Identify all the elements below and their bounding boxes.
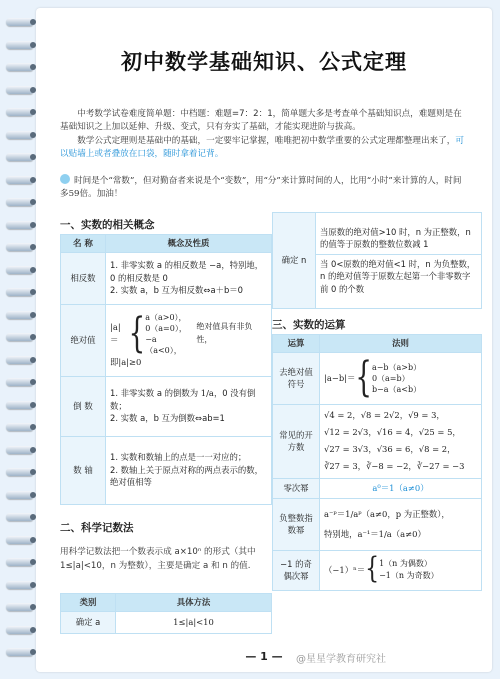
section-2-title: 二、科学记数法 bbox=[60, 522, 134, 534]
col-op-header: 运算 bbox=[273, 335, 320, 353]
row-name: 绝对值 bbox=[61, 304, 106, 376]
page-number: — 1 — bbox=[245, 650, 283, 663]
rule-small bbox=[316, 255, 481, 299]
row-content bbox=[320, 352, 482, 404]
text: 当 0<原数的绝对值<1 时，n 为负整数，n 的绝对值等于原数 bbox=[320, 258, 476, 282]
text: 2. 实数 a，b 互为倒数⇔ab=1 bbox=[110, 413, 225, 424]
row-name: −1 的奇偶次幂 bbox=[273, 550, 320, 590]
highlight: 非零实数 a 的相反数是 −a bbox=[120, 260, 222, 271]
fraction-one-over-a: 1/a bbox=[198, 388, 214, 399]
case: 0（a=0）， bbox=[145, 323, 187, 333]
intro-highlight: 可以贴墙上或者叠放在口袋，随时拿着记背。 bbox=[60, 135, 464, 160]
section-1-title: 一、实数的相关概念 bbox=[60, 219, 155, 231]
row-content bbox=[320, 498, 482, 550]
row-name: 相反数 bbox=[61, 252, 106, 304]
determine-n-table bbox=[272, 212, 482, 309]
sci-table bbox=[60, 593, 272, 634]
row-name: 确定 a bbox=[61, 611, 116, 633]
operations-table bbox=[272, 334, 482, 591]
row-content bbox=[106, 252, 272, 304]
brace: { bbox=[128, 309, 146, 358]
highlight: a⁻¹＝1/a（a≠0） bbox=[357, 529, 426, 539]
highlight: 0 的相反数是 0 bbox=[110, 272, 168, 283]
case: −a（a<0）， bbox=[145, 334, 182, 355]
tip-text: 时间是个“常数”，但对勤奋者来说是个“变数”，用“分”来计算时间的人，比用“小时”来计算的人，时间多59倍。加油！ bbox=[60, 176, 462, 200]
text: ，特别地， bbox=[221, 260, 264, 271]
case: 0（a=b） bbox=[371, 373, 410, 383]
text: 1. 实数和数轴上的点是 bbox=[110, 452, 197, 463]
page bbox=[36, 8, 492, 672]
spiral-binding bbox=[0, 0, 40, 679]
case: a（a>0）， bbox=[145, 312, 187, 322]
highlight: 一一对应 bbox=[196, 452, 230, 463]
text: 1. bbox=[110, 260, 121, 271]
line: √4 = 2，√8 = 2√2，√9 = 3， bbox=[324, 410, 445, 420]
row-name: 数 轴 bbox=[61, 436, 106, 504]
highlight: 非负性 bbox=[196, 322, 253, 344]
row-content: a⁰＝1（a≠0） bbox=[320, 478, 482, 498]
col-property-header: 概念及性质 bbox=[106, 235, 272, 253]
text: ，0 没有倒数； bbox=[110, 388, 256, 411]
row-name: 常见的开方数 bbox=[273, 404, 320, 478]
intro bbox=[60, 108, 470, 162]
case: b−a（a<b） bbox=[371, 384, 422, 394]
text: （−1）ⁿ＝ bbox=[324, 564, 366, 575]
row-content bbox=[106, 376, 272, 436]
line: √12 = 2√3，√16 = 4，√25 = 5， bbox=[324, 427, 461, 437]
cases bbox=[372, 362, 421, 395]
row-content bbox=[316, 213, 482, 309]
cases bbox=[379, 558, 439, 582]
sci-notation-text: 用科学记数法把一个数表示成 a×10ⁿ 的形式（其中 1≤|a|<10，n 为整数），主要是确定 a 和 n 的值. bbox=[60, 547, 256, 571]
line: ∛27 = 3，∛−8 = −2，∛−27 = −3 bbox=[324, 461, 465, 471]
text: 特别地， bbox=[324, 529, 358, 539]
row-content bbox=[320, 550, 482, 590]
line: a⁻ᵖ＝1/aᵖ（a≠0，p 为正整数）， bbox=[324, 508, 450, 519]
case: 1（n 为偶数） bbox=[379, 559, 432, 568]
intro-paragraph-2 bbox=[60, 135, 470, 162]
cases bbox=[145, 312, 192, 356]
highlight: 原数的整数位数减 1 bbox=[353, 239, 429, 250]
col-kind-header: 类别 bbox=[61, 594, 116, 612]
row-content bbox=[106, 436, 272, 504]
text: 的； bbox=[229, 452, 247, 463]
piecewise bbox=[324, 354, 477, 402]
row-name: 确定 n bbox=[273, 213, 316, 309]
text: 即|a|≥0 bbox=[110, 356, 142, 367]
tip bbox=[60, 174, 470, 202]
rule-large bbox=[316, 223, 481, 255]
row-content: 1≤|a|<10 bbox=[116, 611, 272, 633]
row-name: 倒 数 bbox=[61, 376, 106, 436]
intro-paragraph-1: 中考数学试卷难度简单题：中档题：难题=7：2：1，简单题大多是考查单个基础知识点，难题则是在基础知识之上加以延伸、升级、变式，只有夯实了基础，才能实现进阶与拔高。 bbox=[60, 109, 462, 133]
concept-table bbox=[60, 234, 272, 505]
brace: { bbox=[355, 354, 372, 402]
text: |a|＝ bbox=[110, 322, 121, 345]
intro-text: 数学公式定理则是基础中的基础，一定要牢记掌握，唯唯把初中数学重要的公式定理都整理出来了， bbox=[77, 135, 456, 146]
highlight: 非零实数 a 的倒数为 bbox=[120, 388, 199, 399]
line: √27 = 3√3，√36 = 6，√8 = 2， bbox=[324, 444, 456, 454]
highlight: 关于原点对称的两点表示的数，绝对值相等 bbox=[110, 464, 264, 488]
case: −1（n 为奇数） bbox=[379, 571, 439, 580]
row-content bbox=[106, 304, 272, 376]
line bbox=[324, 528, 477, 541]
row-name: 零次幂 bbox=[273, 478, 320, 498]
piecewise bbox=[324, 553, 477, 586]
col-name-header: 名 称 bbox=[61, 235, 106, 253]
text: 2. 数轴上 bbox=[110, 464, 146, 475]
row-content bbox=[320, 404, 482, 478]
page-title: 初中数学基础知识、公式定理 bbox=[121, 50, 407, 74]
row-name: 负整数指数幂 bbox=[273, 498, 320, 550]
case: a−b（a>b） bbox=[371, 362, 422, 372]
row-name: 去绝对值符号 bbox=[273, 352, 320, 404]
tail bbox=[196, 321, 267, 346]
watermark: @星星学教育研究社 bbox=[296, 654, 386, 665]
highlight: 左起第一个非零数字前 0 的个数 bbox=[320, 271, 471, 294]
text: 1. bbox=[110, 388, 121, 399]
col-rule-header: 法则 bbox=[320, 335, 482, 353]
text: ， bbox=[204, 334, 213, 344]
col-method-header: 具体方法 bbox=[116, 594, 272, 612]
text: 2. 实数 a，b 互为相反数⇔a＋b＝0 bbox=[110, 285, 243, 296]
text: |a−b|＝ bbox=[324, 372, 356, 383]
section-3-title: 三、实数的运算 bbox=[272, 319, 346, 331]
text: 绝对值具有 bbox=[196, 322, 237, 332]
text: 当原数的绝对值>10 时，n 为正整数，n 的值等于 bbox=[320, 226, 471, 250]
piecewise bbox=[110, 309, 267, 358]
brace: { bbox=[365, 553, 380, 586]
lightbulb-icon bbox=[60, 174, 70, 184]
